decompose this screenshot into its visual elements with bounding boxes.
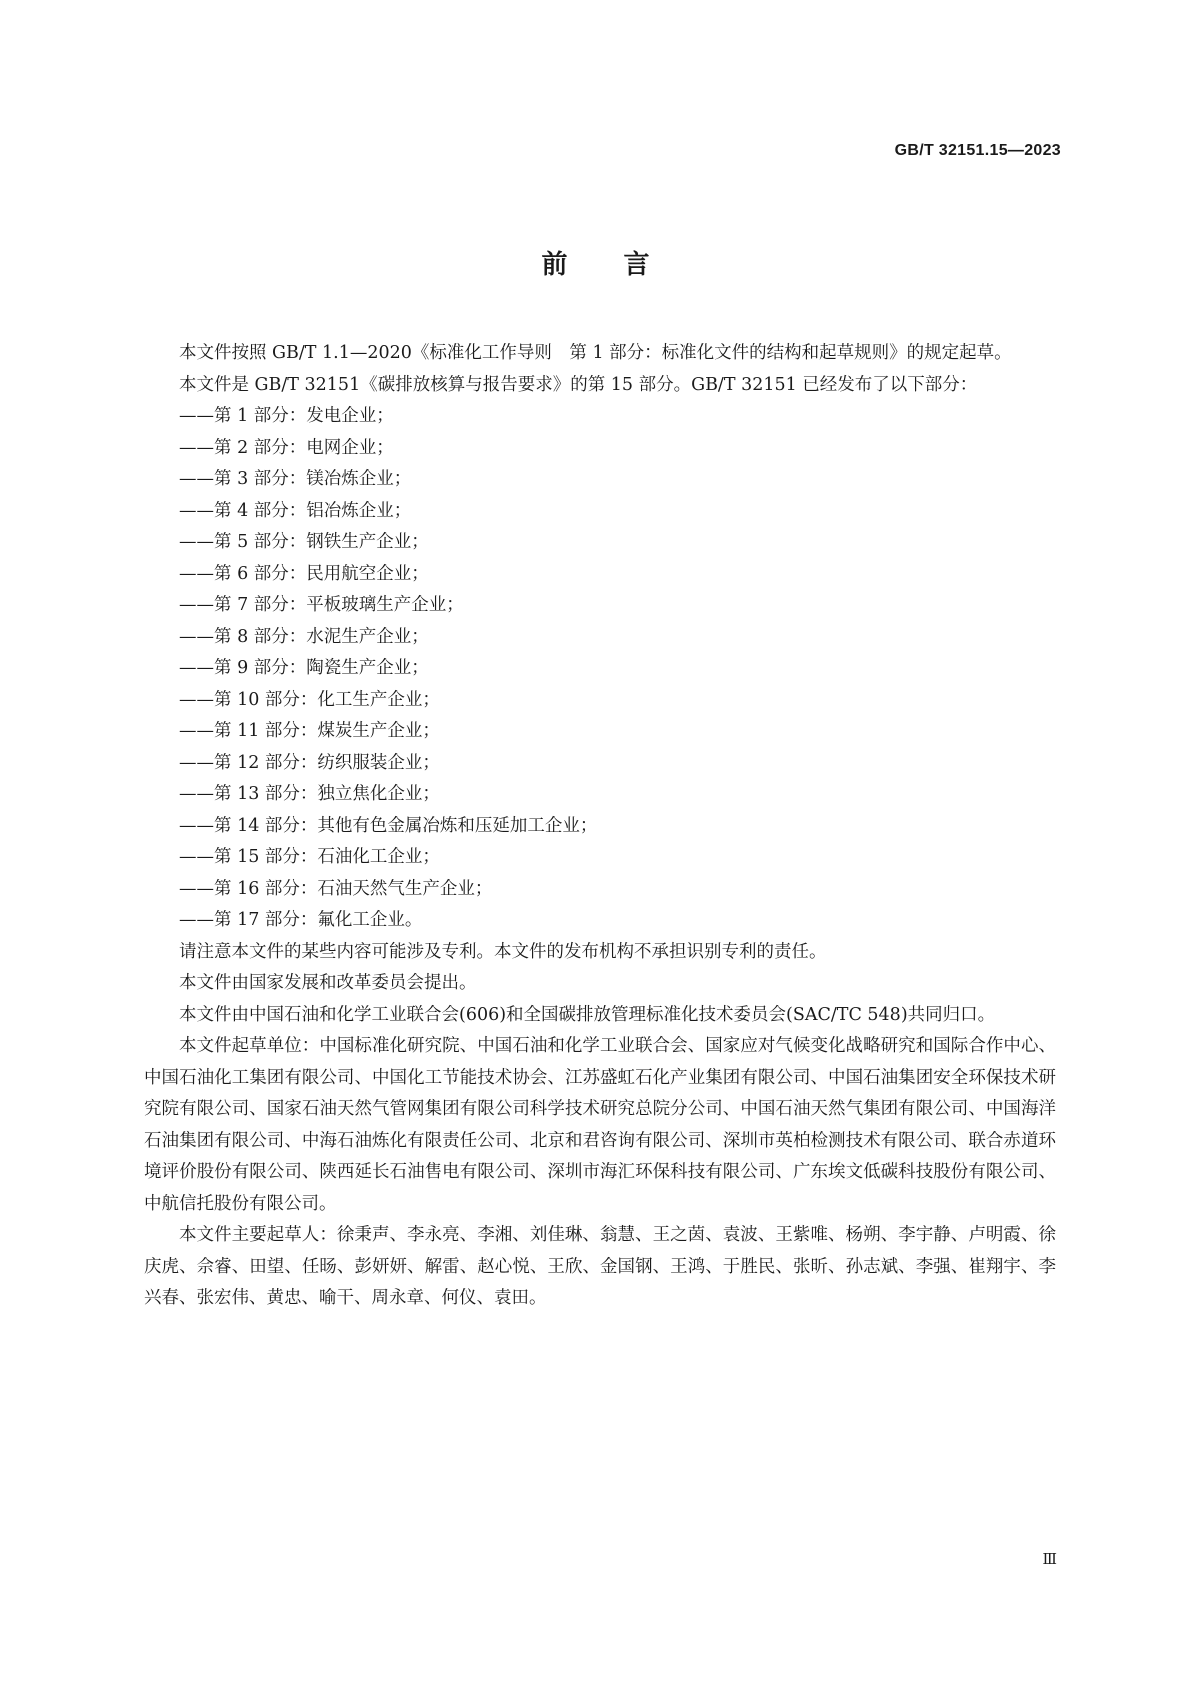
list-item: ——第 2 部分：电网企业； xyxy=(179,437,394,458)
list-item: ——第 4 部分：铝冶炼企业； xyxy=(179,500,412,521)
parts-list xyxy=(144,401,1056,937)
list-item: ——第 5 部分：钢铁生产企业； xyxy=(179,532,429,552)
list-item: ——第 7 部分：平板玻璃生产企业； xyxy=(179,595,464,615)
page-title: 前言 xyxy=(541,250,706,280)
document-body xyxy=(144,338,1056,1315)
paragraph-series-intro: 本文件是 GB/T 32151《碳排放核算与报告要求》的第 15 部分。GB/T 32151 已经发布了以下部分： xyxy=(179,374,978,395)
list-item: ——第 13 部分：独立焦化企业； xyxy=(179,784,440,804)
list-item: ——第 8 部分：水泥生产企业； xyxy=(179,626,429,647)
list-item: ——第 3 部分：镁冶炼企业； xyxy=(179,469,412,489)
list-item: ——第 12 部分：纺织服装企业； xyxy=(179,752,440,773)
list-item: ——第 1 部分：发电企业； xyxy=(179,406,394,426)
list-item: ——第 9 部分：陶瓷生产企业； xyxy=(179,658,429,678)
list-item: ——第 15 部分：石油化工企业； xyxy=(179,847,440,867)
list-item: ——第 10 部分：化工生产企业； xyxy=(179,689,440,710)
paragraph-proposer: 本文件由国家发展和改革委员会提出。 xyxy=(179,973,477,993)
paragraph-patent-notice: 请注意本文件的某些内容可能涉及专利。本文件的发布机构不承担识别专利的责任。 xyxy=(179,941,827,962)
paragraph-drafting-rules: 本文件按照 GB/T 1.1—2020《标准化工作导则 第 1 部分：标准化文件的结构和起草规则》的规定起草。 xyxy=(179,343,1012,363)
list-item: ——第 17 部分：氟化工企业。 xyxy=(179,910,423,930)
list-item: ——第 6 部分：民用航空企业； xyxy=(179,563,429,584)
list-item: ——第 11 部分：煤炭生产企业； xyxy=(179,721,440,741)
standard-number: GB/T 32151.15—2023 xyxy=(894,142,1061,159)
page-number: Ⅲ xyxy=(1042,1550,1056,1568)
list-item: ——第 14 部分：其他有色金属冶炼和压延加工企业； xyxy=(179,815,598,836)
list-item: ——第 16 部分：石油天然气生产企业； xyxy=(179,878,493,899)
paragraph-administration: 本文件由中国石油和化学工业联合会(606)和全国碳排放管理标准化技术委员会(SAC/TC 548)共同归口。 xyxy=(179,1004,996,1025)
paragraph-drafters: 本文件主要起草人：徐秉声、李永亮、李湘、刘佳琳、翁慧、王之茵、袁波、王紫唯、杨朔、李宇静、卢明霞、徐庆虎、佘睿、田望、任旸、彭妍妍、解雷、赵心悦、王欣、金国钢、王鸿、于胜民、张昕、孙志斌、李强、崔翔宇、李兴春、张宏伟、黄忠、喻干、周永章、何仪、袁田。 xyxy=(144,1225,1056,1308)
paragraph-drafting-units: 本文件起草单位：中国标准化研究院、中国石油和化学工业联合会、国家应对气候变化战略研究和国际合作中心、中国石油化工集团有限公司、中国化工节能技术协会、江苏盛虹石化产业集团有限公司、中国石油集团安全环保技术研究院有限公司、国家石油天然气管网集团有限公司科学技术研究总院分公司、中国石油天然气集团有限公司、中国海洋石油集团有限公司、中海石油炼化有限责任公司、北京和君咨询有限公司、深圳市英柏检测技术有限公司、联合赤道环境评价股份有限公司、陕西延长石油售电有限公司、深圳市海汇环保科技有限公司、广东埃文低碳科技股份有限公司、中航信托股份有限公司。 xyxy=(144,1036,1056,1214)
